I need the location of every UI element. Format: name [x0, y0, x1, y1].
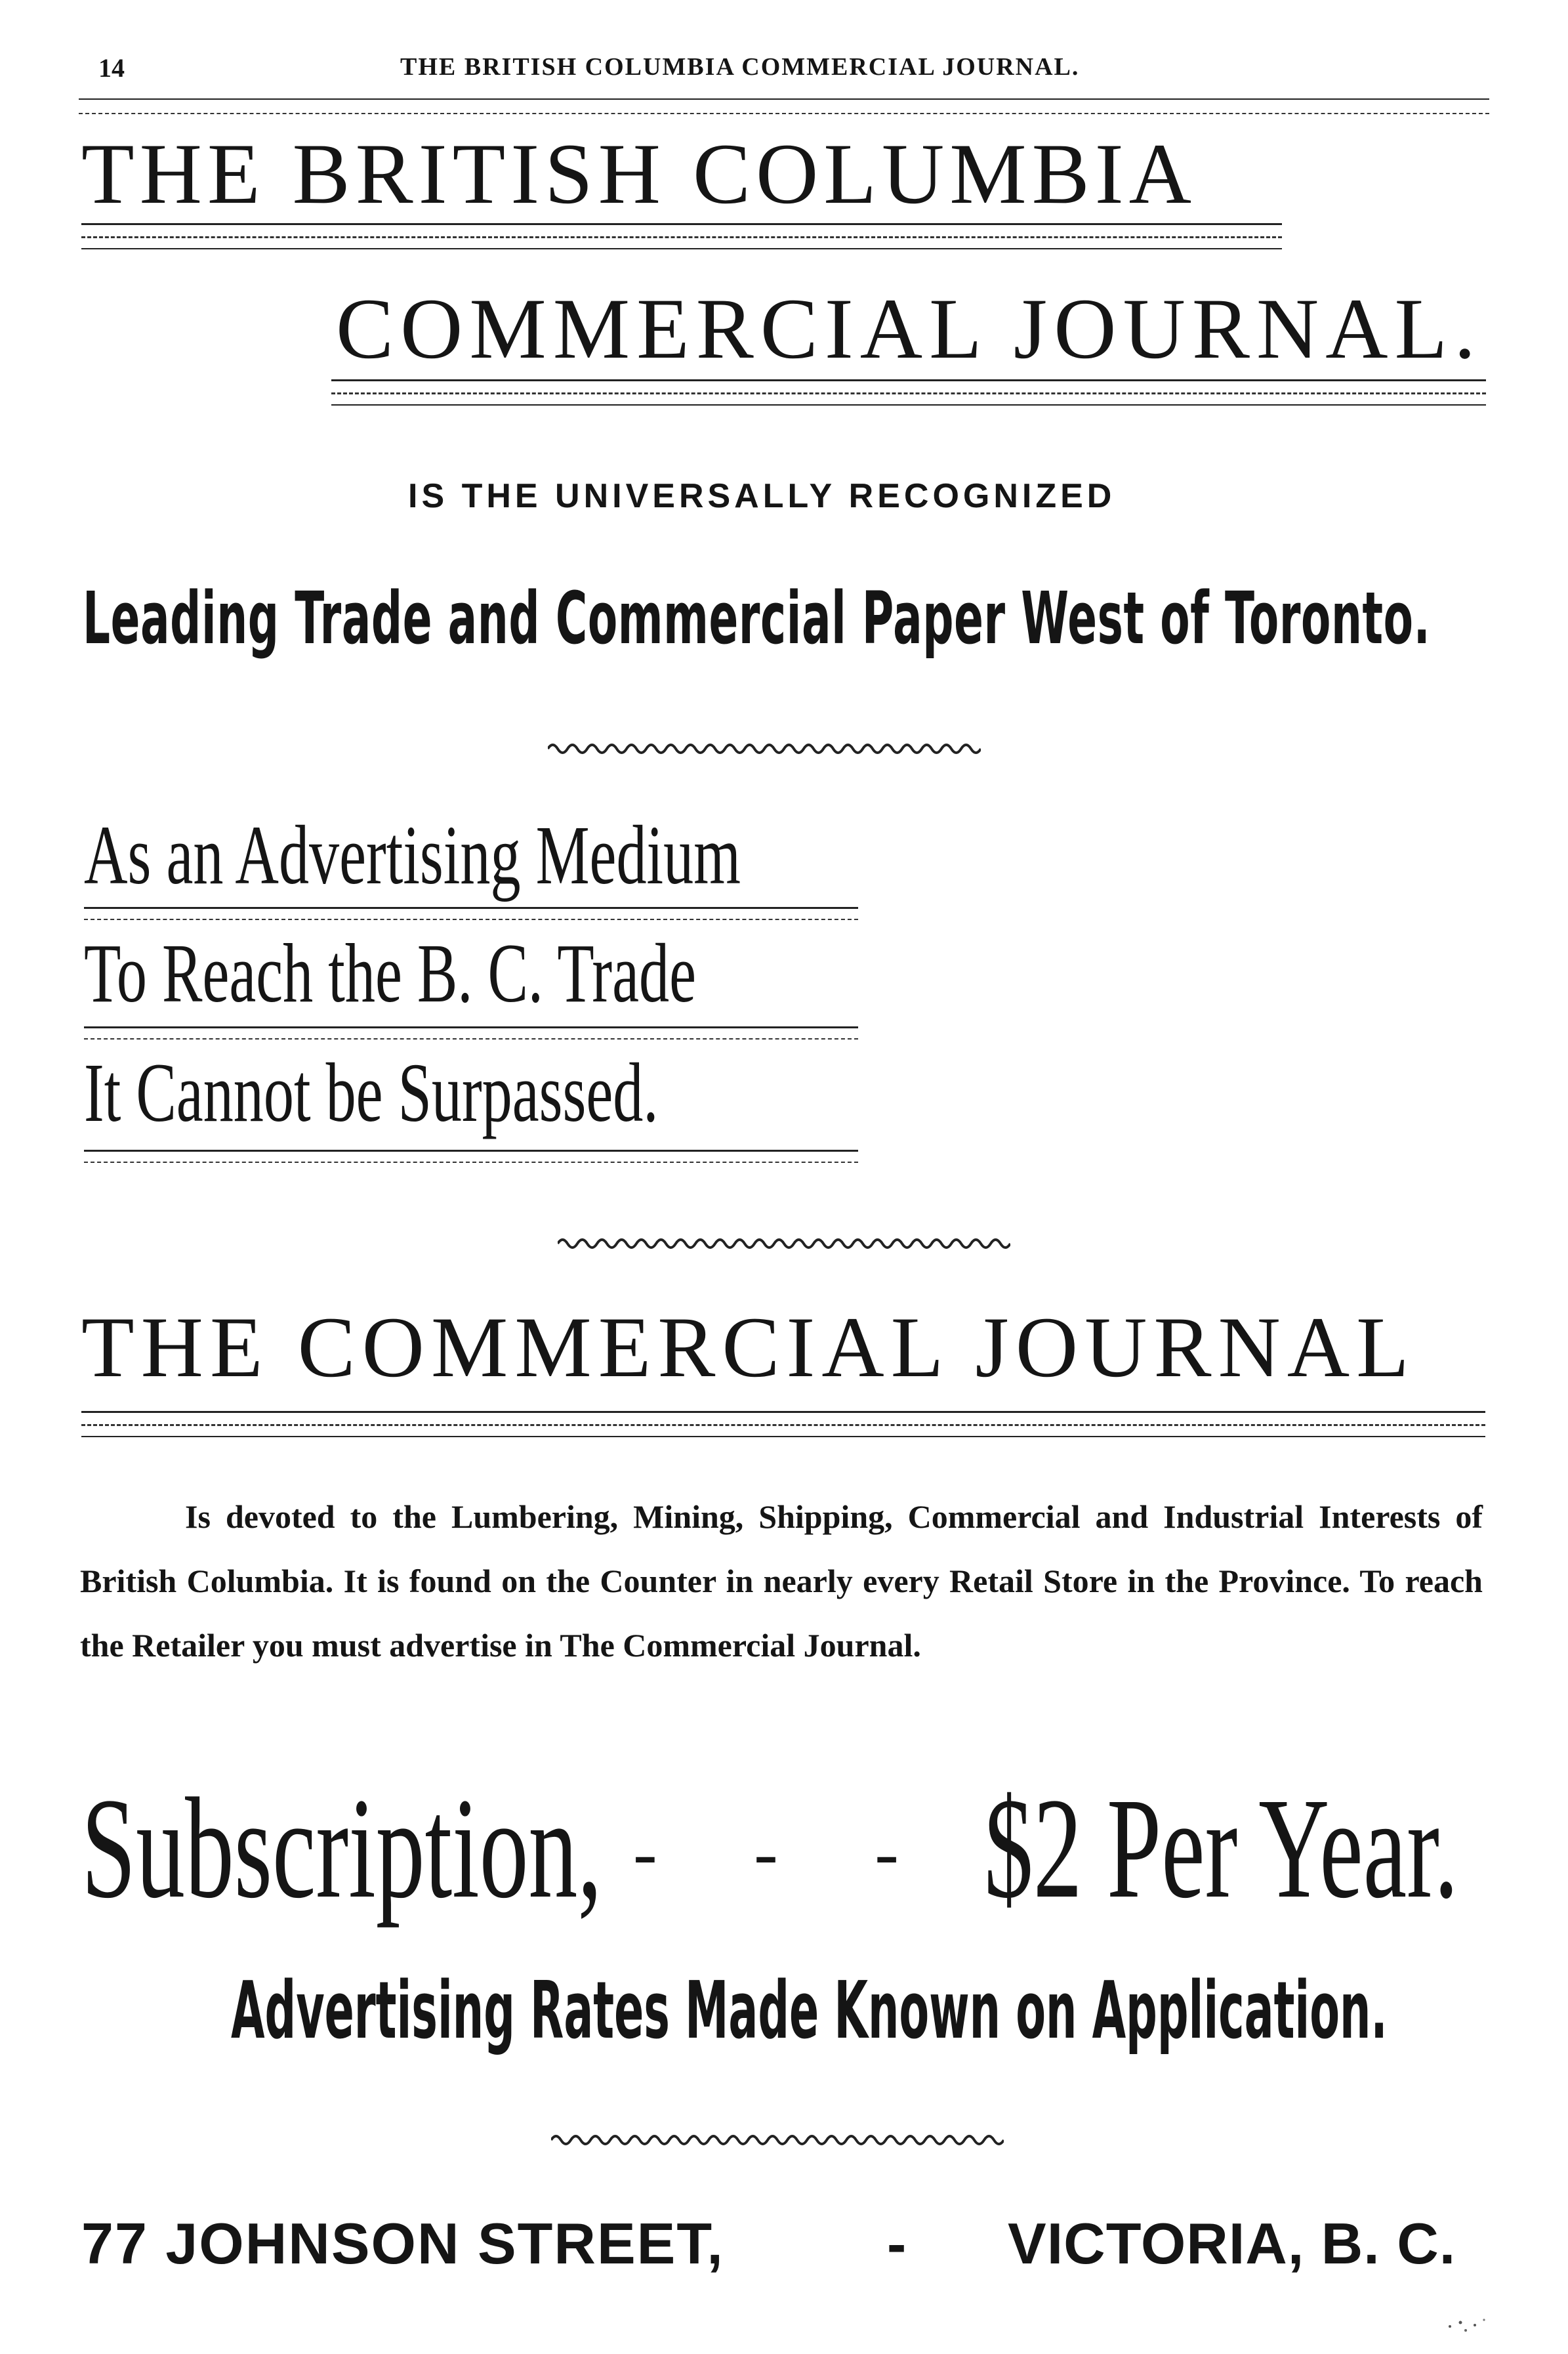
advertising-rule-2	[84, 1026, 858, 1028]
description-paragraph	[80, 1484, 1483, 1677]
header-rule	[79, 98, 1489, 100]
wavy-divider-2	[558, 1234, 1010, 1253]
print-speckle	[1443, 2313, 1496, 2340]
advertising-rates: Advertising Rates Made Known on Application.	[231, 1965, 1388, 2057]
wavy-divider-1	[548, 739, 981, 759]
subscription-label: Subscription,	[81, 1768, 602, 1928]
subscription-price: $2 Per Year.	[984, 1768, 1459, 1928]
masthead-rule-1a	[81, 223, 1282, 225]
masthead-rule-1c	[81, 248, 1282, 249]
city: VICTORIA, B. C.	[1008, 2211, 1456, 2276]
advertising-line-1: As an Advertising Medium	[84, 809, 741, 902]
address-separator: -	[887, 2211, 907, 2276]
masthead-rule-1b	[81, 236, 1282, 238]
section-title: THE COMMERCIAL JOURNAL	[81, 1299, 1416, 1395]
masthead-rule-2b	[331, 392, 1486, 394]
street-address: 77 JOHNSON STREET,	[81, 2211, 724, 2276]
tagline: Leading Trade and Commercial Paper West of Toronto.	[83, 576, 1431, 660]
wavy-divider-3	[551, 2130, 1004, 2150]
section-rule-a	[81, 1411, 1485, 1413]
advertising-rule-1b	[84, 919, 858, 920]
recognized-heading: IS THE UNIVERSALLY RECOGNIZED	[408, 477, 1116, 515]
header-rule-dashed	[79, 113, 1489, 114]
section-rule-c	[81, 1436, 1485, 1437]
advertising-line-3: It Cannot be Surpassed.	[84, 1046, 659, 1139]
advertising-line-2: To Reach the B. C. Trade	[84, 927, 696, 1020]
advertising-rule-1	[84, 907, 858, 909]
advertising-rule-3	[84, 1150, 858, 1152]
section-rule-b	[81, 1424, 1485, 1426]
masthead-rule-2a	[331, 379, 1486, 381]
page-number: 14	[98, 53, 125, 83]
paragraph-text: Is devoted to the Lumbering, Mining, Shipping, Commercial and Industrial Interests of British Columbia. It is found on the Counter in nearly every Retail Store in the Province. To reach the Retailer you must advertise in The Commercial Journal.	[80, 1498, 1483, 1664]
advertising-rule-2b	[84, 1038, 858, 1040]
masthead-rule-2c	[331, 404, 1486, 406]
advertising-rule-3b	[84, 1162, 858, 1163]
masthead-line-2: COMMERCIAL JOURNAL.	[336, 280, 1483, 377]
running-title: THE BRITISH COLUMBIA COMMERCIAL JOURNAL.	[400, 53, 1080, 81]
masthead-line-1: THE BRITISH COLUMBIA	[81, 125, 1197, 222]
subscription-dashes: - - -	[633, 1813, 899, 1893]
